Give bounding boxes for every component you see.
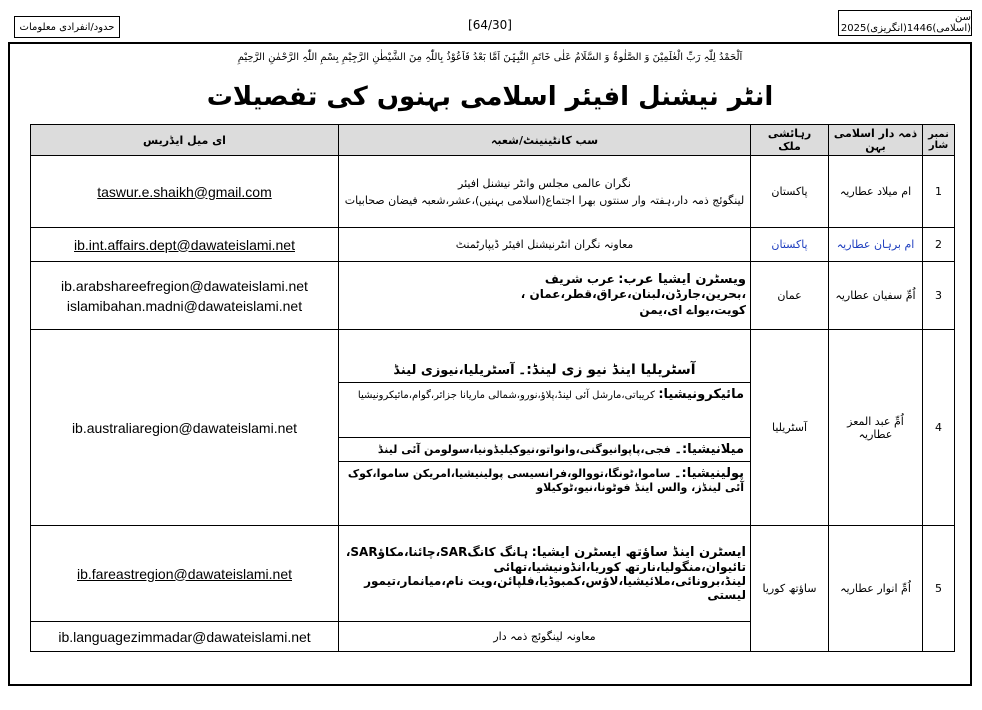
header-right-text: سن (اسلامی)1446(انگریزی)2025 bbox=[840, 12, 971, 34]
region-countries: ہانگ کانگSAR،چائنا،مکاؤSAR، تائیوان،منگولیا،نارتھ کوریا،انڈونیشیا،تھائی لینڈ،برونائی،ملائیشیا،لاؤس،کمبوڈیا،فلپائن،ویت نام،میانمار،تیمور لیستی bbox=[345, 545, 746, 602]
header-country: رہائشی ملک bbox=[751, 125, 829, 156]
region-block bbox=[339, 383, 750, 438]
header-left-label bbox=[14, 16, 120, 38]
name-cell: اُمِّ سفیان عطاریہ bbox=[829, 262, 923, 330]
header-name: ذمہ دار اسلامی بہن bbox=[829, 125, 923, 156]
number-cell: 3 bbox=[923, 262, 955, 330]
region-title: ایسٹرن اینڈ ساؤتھ ایسٹرن ایشیا: bbox=[531, 545, 746, 560]
region-block bbox=[339, 358, 750, 383]
header-left-text: حدود/انفرادی معلومات bbox=[19, 21, 115, 33]
email-cell bbox=[31, 622, 339, 652]
email-link[interactable]: ib.australiaregion@dawateislami.net bbox=[71, 419, 298, 436]
email-link[interactable]: ib.arabshareefregion@dawateislami.net bbox=[61, 277, 308, 294]
department-line: لینگوئج ذمہ دار،ہفتہ وار سنتوں بھرا اجتماع(اسلامی بہنیں)،عشر،شعبہ فیضان صحابیات bbox=[344, 193, 745, 207]
number-cell: 4 bbox=[923, 330, 955, 526]
header-email: ای میل ایڈریس bbox=[31, 125, 339, 156]
region-title: مائیکرونیشیا: bbox=[658, 386, 744, 402]
email-cell bbox=[31, 330, 339, 526]
region-title: ویسٹرن ایشیا عرب: bbox=[618, 272, 746, 287]
country-cell: آسٹریلیا bbox=[751, 330, 829, 526]
region-title: پولینیشیا:۔ bbox=[673, 465, 744, 481]
email-link[interactable]: ib.int.affairs.dept@dawateislami.net bbox=[74, 236, 295, 253]
table-header-row bbox=[31, 125, 955, 156]
table-row bbox=[31, 228, 955, 262]
email-cell bbox=[31, 262, 339, 330]
region-countries: کریباتی،مارشل آئی لینڈ،پلاؤ،نورو،شمالی ماریانا جزائر،گوام،مائیکرونیشیا bbox=[357, 389, 655, 401]
name-cell: ام برہان عطاریہ bbox=[829, 228, 923, 262]
department-line: نگران عالمی مجلس وانٹر نیشنل افیئر bbox=[458, 176, 631, 190]
table-row bbox=[31, 156, 955, 228]
country-cell: ساؤتھ کوریا bbox=[751, 526, 829, 652]
country-cell: عمان bbox=[751, 262, 829, 330]
email-link[interactable]: ib.languagezimmadar@dawateislami.net bbox=[58, 628, 311, 645]
name-cell: اُمِّ انوار عطاریہ bbox=[829, 526, 923, 652]
region-countries: آسٹریلیا،نیوزی لینڈ bbox=[393, 362, 515, 378]
name-cell: اُمِّ عبد المعز عطاریہ bbox=[829, 330, 923, 526]
name-cell: ام میلاد عطاریہ bbox=[829, 156, 923, 228]
region-block bbox=[339, 462, 750, 498]
region-countries: کویت،یواے ای،یمن bbox=[639, 303, 746, 317]
department-cell bbox=[339, 262, 751, 330]
country-cell: پاکستان bbox=[751, 156, 829, 228]
department-cell bbox=[339, 526, 751, 622]
department-cell: معاونہ نگران انٹرنیشنل افیئر ڈیپارٹمنٹ bbox=[339, 228, 751, 262]
country-cell: پاکستان bbox=[751, 228, 829, 262]
email-link[interactable]: ib.fareastregion@dawateislami.net bbox=[77, 565, 292, 582]
region-countries: فجی،پاپوانیوگنی،وانواتو،نیوکیلیڈونیا،سولومن آئی لینڈ bbox=[377, 442, 671, 456]
number-cell: 5 bbox=[923, 526, 955, 652]
email-cell bbox=[31, 526, 339, 622]
bismillah: اَلْحَمْدُ لِلّٰہِ رَبِّ الْعٰلَمِیْنَ وَ الصَّلٰوۃُ وَ السَّلَامُ عَلٰی خَاتَمِ النَّبِیّٖنَ اَمَّا بَعْدُ فَاَعُوْذُ بِاللّٰہِ مِنَ الشَّیْطٰنِ الرَّجِیْمِ بِسْمِ اللّٰہِ الرَّحْمٰنِ الرَّحِیْمِ bbox=[237, 52, 743, 63]
email-link[interactable]: islamibahan.madni@dawateislami.net bbox=[66, 297, 303, 314]
number-cell: 1 bbox=[923, 156, 955, 228]
email-cell bbox=[31, 228, 339, 262]
table-row bbox=[31, 330, 955, 526]
table-row bbox=[31, 526, 955, 622]
region-countries: ساموا،ٹونگا،تووالو،فرانسیسی پولینیشیا،امریکن ساموا،کوک آئی لینڈز، والس اینڈ فوٹونا،نیو،ٹوکیلاو bbox=[347, 466, 744, 494]
header-number: نمبر شار bbox=[923, 125, 955, 156]
department-cell bbox=[339, 156, 751, 228]
header-department: سب کانٹینینٹ/شعبہ bbox=[339, 125, 751, 156]
header-right-label bbox=[838, 10, 972, 36]
department-cell bbox=[339, 330, 751, 526]
email-link[interactable]: taswur.e.shaikh@gmail.com bbox=[97, 183, 272, 200]
region-title: آسٹریلیا اینڈ نیو زی لینڈ:۔ bbox=[518, 361, 696, 378]
region-title: میلانیشیا:۔ bbox=[674, 441, 744, 457]
affairs-table bbox=[30, 124, 955, 652]
email-cell bbox=[31, 156, 339, 228]
page-title: انٹر نیشنل افیئر اسلامی بہنوں کی تفصیلات bbox=[206, 82, 774, 112]
region-countries: عرب شریف ،بحرین،جارڈن،لبنان،عراق،قطر،عمان ، bbox=[520, 272, 746, 301]
table-row bbox=[31, 262, 955, 330]
number-cell: 2 bbox=[923, 228, 955, 262]
region-block bbox=[339, 438, 750, 462]
page-number: [64/30] bbox=[468, 18, 512, 32]
department-cell: معاونہ لینگوئج ذمہ دار bbox=[339, 622, 751, 652]
